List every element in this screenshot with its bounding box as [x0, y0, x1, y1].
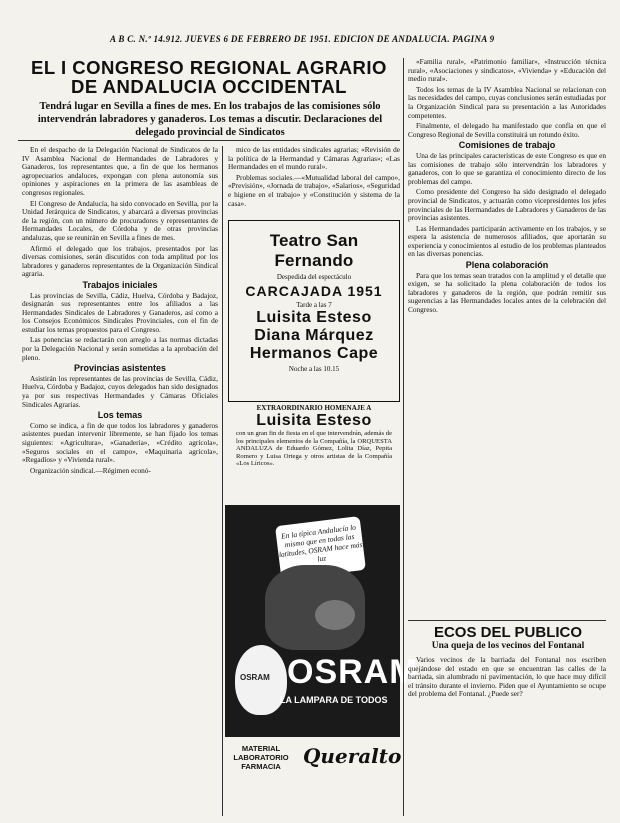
paragraph: Una de las principales características de este Congreso es que en las comisiones de trabajo sólo intervendrán los labradores y ganaderos, con lo que se garantiza el conocimiento directo de los problemas del campo. — [408, 150, 606, 186]
paragraph: Finalmente, el delegado ha manifestado que confía en que el Congreso Regional de Sevilla constituirá un rotundo éxito. — [408, 121, 606, 139]
ad-note: con un gran fin de fiesta en el que intervendrán, además de los principales elementos de la Compañía, la ORQUESTA ANDALUZA de Eduardo Gómez, Lolita Díaz, Pepita Romero y Luisa Ortega y otros artistas de la Compañía «Los Líricos». — [236, 430, 392, 467]
subheading-trabajos: Trabajos iniciales — [82, 279, 158, 290]
section-rule — [408, 620, 606, 621]
show-title: CARCAJADA 1951 — [245, 283, 383, 299]
star-name: Diana Márquez — [254, 327, 374, 344]
paragraph: Las provincias de Sevilla, Cádiz, Huelva, Córdoba y Badajoz, designarán sus representantes entre los afiliados a las Hermandades Sindicales de Labradores y Ganaderos, así como a los Consejos Económicos Sindicales Provinciales, con el fin de estudiar los temas propuestos para el Congreso. — [22, 290, 218, 334]
subheading-temas: Los temas — [97, 410, 143, 421]
ad-times: Tarde a las 7 — [296, 301, 332, 309]
paragraph: Las Hermandades participarán activamente en los trabajos, y se espera la asistencia de numerosos afiliados, que aportarán su experiencia y conocimientos al estudio de los problemas planteados en las diversas ponencias. — [408, 223, 606, 259]
paragraph: Como se indica, a fin de que todos los labradores y ganaderos asistentes puedan intervenir libremente, se han fijado los temas siguientes: «Agricultura», «Ganadería», «Crédito agrícola», «Seguros sociales en el campo», «Maquinaria agrícola», «Regadíos» y «Vivienda rural». — [22, 420, 218, 465]
star-name: Luisita Esteso — [256, 412, 372, 429]
paragraph: «Familia rural», «Patrimonio familiar», «Instrucción técnica rural», «Asociaciones y sindicatos», «Vivienda» y «Educación del medio rural». — [408, 57, 606, 84]
paragraph: Todos los temas de la IV Asamblea Nacional se relacionan con las necesidades del campo, cuyas conclusiones serán estudiadas por la Organización Sindical para su presentación a las Autoridades competentes. — [408, 84, 606, 120]
article-column-1 — [22, 146, 218, 818]
paragraph: En el despacho de la Delegación Nacional de Sindicatos de la IV Asamblea Nacional de Hermandades de Labradores y Ganaderos, los representantes que, a fin de que los hermanos agropecuarios andaluces, expongan con plena autonomía sus opiniones y aspiraciones en la primera de las asambleas de congresos regionales. — [22, 145, 218, 197]
star-name: Luisita Esteso — [256, 309, 372, 326]
star-name: Hermanos Cape — [249, 345, 379, 362]
column-rule — [222, 146, 223, 816]
lab-logo: Queralto — [303, 744, 402, 768]
paragraph: mico de las entidades sindicales agrarias; «Revisión de la política de la Hermandad y Cámaras Agrarias»; «Las Hermandades en el mundo rural». — [228, 145, 400, 172]
paragraph: Organización sindical.—Régimen econó- — [30, 465, 151, 475]
theatre-advertisement — [228, 220, 400, 402]
ad-tribute: EXTRAORDINARIO HOMENAJE A — [256, 404, 372, 412]
paragraph: Las ponencias se redactarán con arreglo a las normas dictadas por la Delegación Nacional y serán sometidas a la aprobación del pleno. — [22, 335, 218, 362]
article-column-2 — [228, 146, 400, 212]
osram-tagline: En la típica Andalucía lo mismo que en todas las latitudes, OSRAM hace más luz — [275, 516, 366, 580]
ecos-subtitle: Una queja de los vecinos del Fontanal — [431, 641, 585, 651]
main-headline: EL I CONGRESO REGIONAL AGRARIO DE ANDALUCIA OCCIDENTAL — [31, 57, 387, 97]
osram-slogan: LA LAMPARA DE TODOS — [280, 695, 388, 705]
paragraph: Afirmó el delegado que los trabajos, presentados por las diversas comisiones, serán discutidos con toda amplitud por los labradores y ganaderos representantes de la Organización Sindical agraria. — [22, 243, 218, 279]
theatre-advertisement-lower — [228, 402, 400, 468]
ecos-title: ECOS DEL PUBLICO — [433, 624, 583, 641]
osram-brand: OSRAM — [287, 653, 419, 691]
subheading-comisiones: Comisiones de trabajo — [458, 140, 556, 151]
ad-line: Despedida del espectáculo — [276, 273, 352, 281]
paragraph: El Congreso de Andalucía, ha sido convocado en Sevilla, por la Unidad Jerárquica de Sindicatos, y abarcará a diversas provincias de la región, con un número de procuradores y representantes de Hermandades Locales, de Córdoba y de otras provincias andaluzas, que se reunirán en Sevilla a fines de mes. — [22, 198, 218, 242]
lab-label: MATERIAL LABORATORIO FARMACIA — [233, 744, 289, 771]
laboratory-advertisement — [228, 742, 400, 782]
subheading-colaboracion: Plena colaboración — [465, 260, 549, 271]
paragraph: Asistirán los representantes de las provincias de Sevilla, Cádiz, Huelva, Córdoba y Badajoz, cuyos delegados han sido designados ya por sus respectivas Hermandades y Cámaras Oficiales Sindicales Agrarias. — [22, 373, 218, 409]
bulb-label: OSRAM — [240, 673, 270, 682]
paragraph: Como presidente del Congreso ha sido designado el delegado provincial de Sindicatos, y actuarán como vicepresidentes los jefes provinciales de las Hermandades de Labradores y Ganaderos de las provincias asistentes. — [408, 187, 606, 223]
headline-deck: Tendrá lugar en Sevilla a fines de mes. En los trabajos de las comisiones sólo intervendrán labradores y ganaderos. Los temas a discutir. Declaraciones del delegado provincial de Sindicatos — [37, 101, 383, 138]
subheading-provincias: Provincias asistentes — [73, 363, 167, 374]
paragraph: Problemas sociales.—«Mutualidad laboral del campo», «Previsión», «Jornada de trabajo», «Salarios», «Seguridad e higiene en el trabajo» y «Constitución y sistema de la casa». — [228, 172, 400, 208]
paragraph: Varios vecinos de la barriada del Fontanal nos escriben quejándose del estado en que se encuentran las calles de la barriada, sin alumbrado ni pavimentación, lo que hace muy difícil el tránsito durante el invierno. Piden que el Ayuntamiento se ocupe del problema del Fontanal. ¿Puede ser? — [408, 655, 606, 699]
osram-advertisement — [225, 505, 419, 737]
paragraph: Para que los temas sean tratados con la amplitud y el detalle que exigen, se ha solicitado la plena colaboración de todos los labradores y ganaderos de la región, que podrán remitir sus sugerencias a las Hermandades locales antes de la celebración del Congreso. — [408, 270, 606, 315]
article-column-4 — [408, 58, 606, 618]
theatre-name: Teatro San Fernando — [269, 231, 359, 270]
page-folio: A B C. N.º 14.912. JUEVES 6 DE FEBRERO DE 1951. EDICION DE ANDALUCIA. PAGINA 9 — [110, 34, 495, 44]
ad-times: Noche a las 10.15 — [288, 365, 340, 373]
guitar-illustration — [315, 600, 355, 630]
column-rule — [403, 58, 404, 816]
headline-rule — [18, 140, 400, 141]
ecos-column — [408, 656, 606, 806]
